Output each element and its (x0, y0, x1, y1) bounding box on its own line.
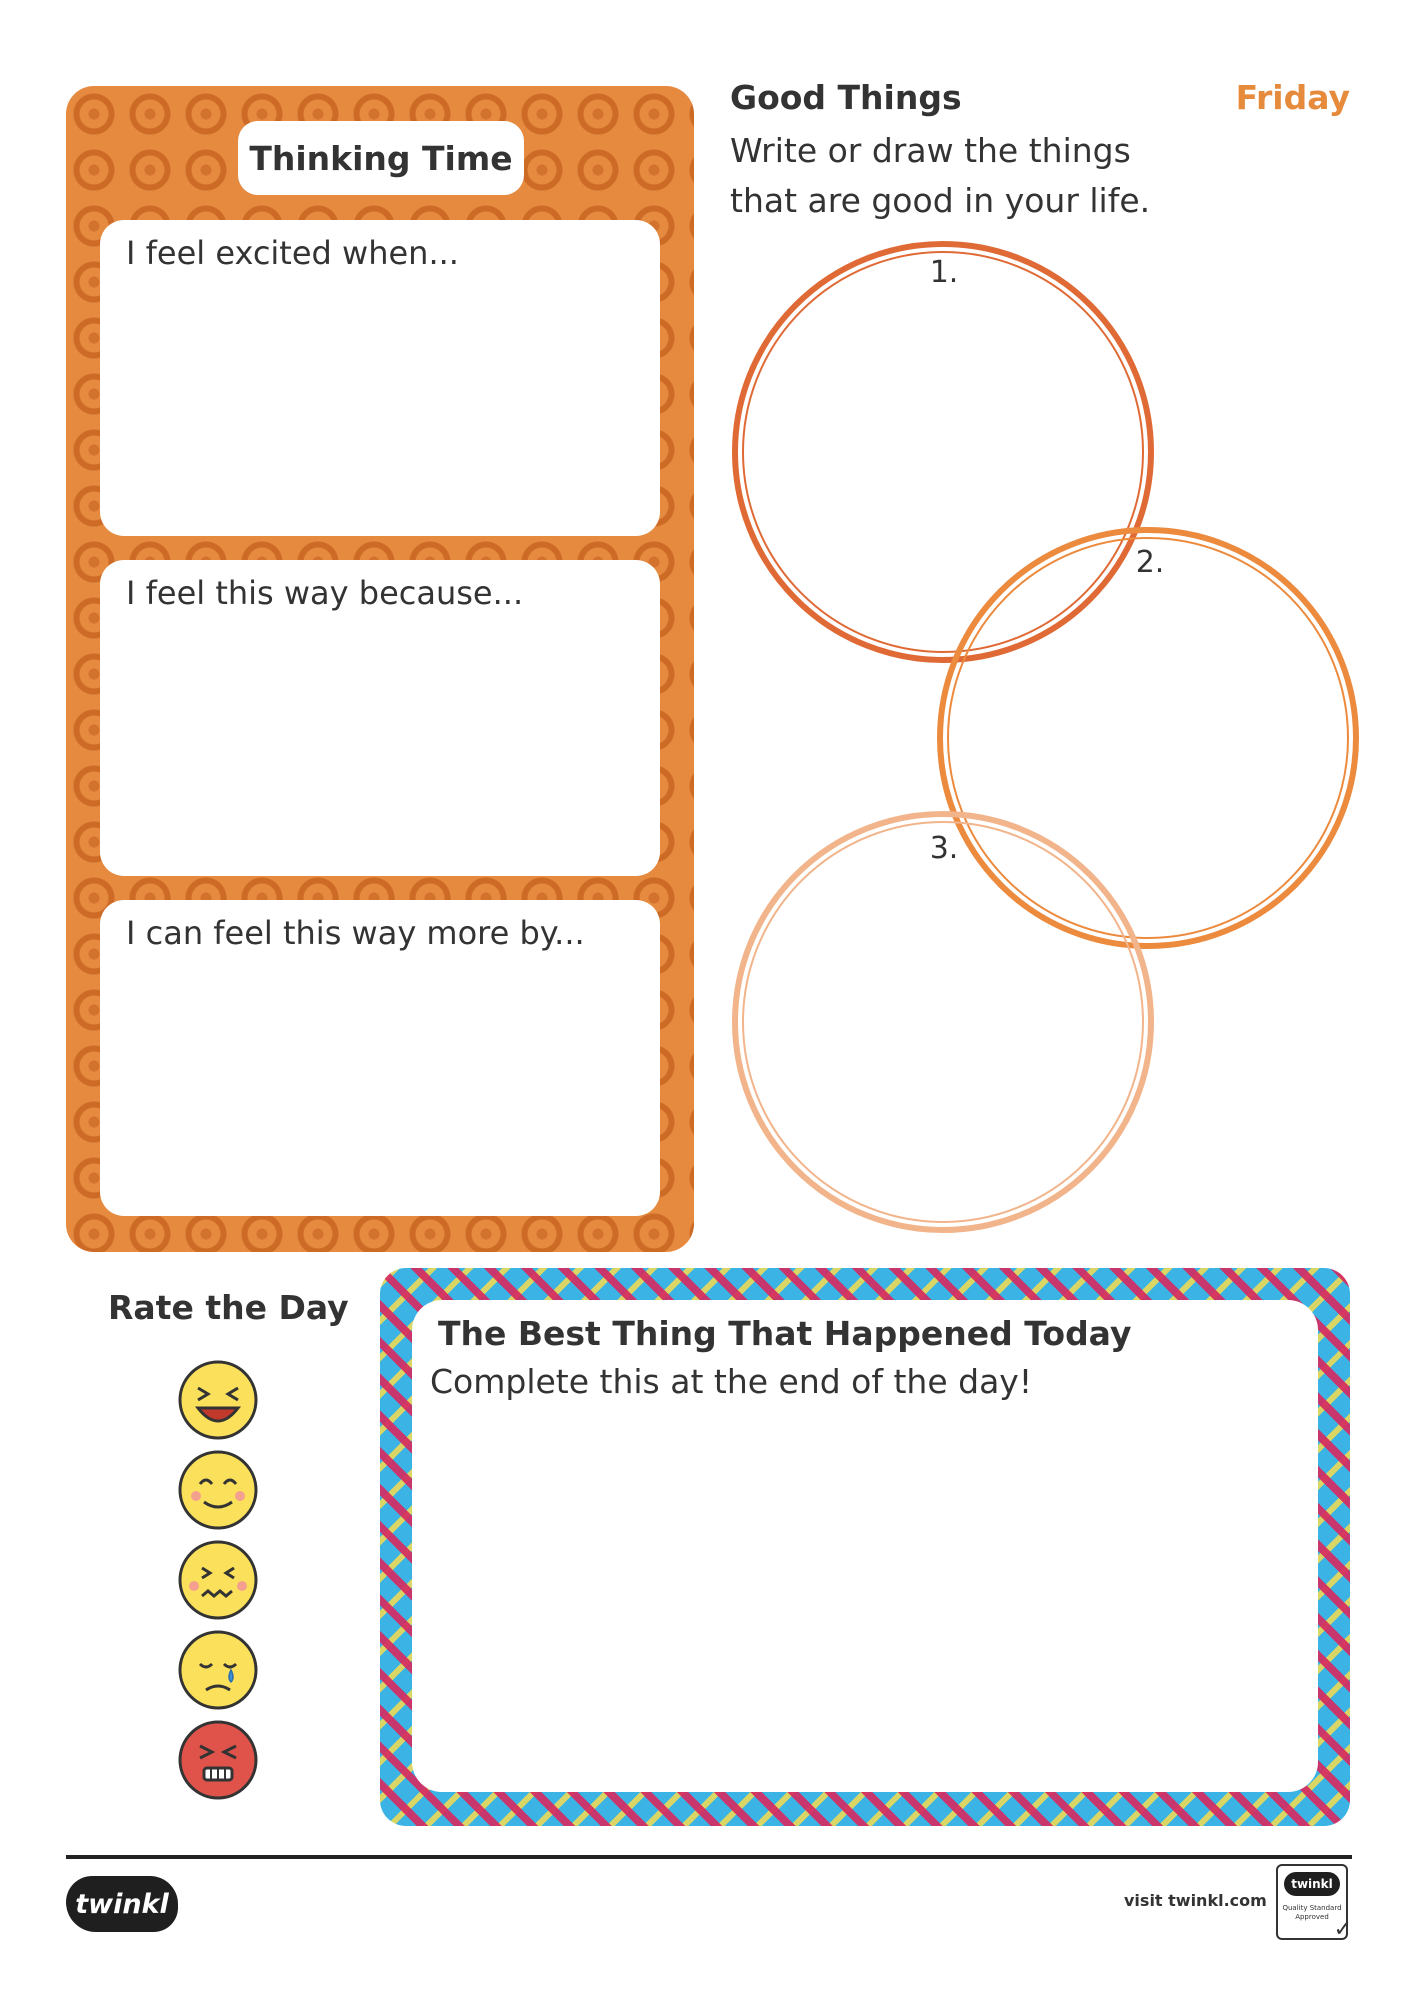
badge-logo: twinkl (1284, 1872, 1340, 1896)
instruction-line-1: Write or draw the things (730, 131, 1131, 170)
day-label: Friday (1235, 78, 1350, 117)
quality-badge (1276, 1864, 1352, 1942)
badge-text: Quality Standard Approved (1282, 1904, 1342, 1921)
excited-when-label: I feel excited when... (126, 234, 459, 272)
best-thing-title: The Best Thing That Happened Today (438, 1314, 1132, 1353)
circle-number-3: 3. (929, 831, 959, 866)
smiling-face-icon[interactable] (176, 1448, 260, 1532)
good-things-title: Good Things (730, 78, 962, 117)
good-things-circles (720, 236, 1360, 1246)
feel-because-label: I feel this way because... (126, 574, 524, 612)
circle-number-2: 2. (1135, 545, 1165, 580)
feel-because-box[interactable] (100, 560, 660, 876)
good-thing-circle-3[interactable] (735, 814, 1151, 1230)
footer-divider (66, 1855, 1352, 1859)
good-thing-circle-2[interactable] (940, 530, 1356, 946)
visit-url-link[interactable]: visit twinkl.com (1124, 1891, 1267, 1910)
feel-more-by-box[interactable] (100, 900, 660, 1216)
twinkl-logo[interactable]: twinkl (66, 1876, 178, 1932)
excited-when-box[interactable] (100, 220, 660, 536)
good-things-instruction (730, 126, 1250, 226)
laughing-face-icon[interactable] (176, 1358, 260, 1442)
rate-the-day-title: Rate the Day (108, 1288, 349, 1327)
circle-number-1: 1. (929, 255, 959, 290)
check-mark-icon: ✓ (1333, 1917, 1352, 1942)
worried-face-icon[interactable] (176, 1538, 260, 1622)
thinking-time-title: Thinking Time (238, 121, 524, 195)
instruction-line-2: that are good in your life. (730, 181, 1151, 220)
angry-face-icon[interactable] (176, 1718, 260, 1802)
feel-more-by-label: I can feel this way more by... (126, 914, 585, 952)
crying-face-icon[interactable] (176, 1628, 260, 1712)
best-thing-subtitle: Complete this at the end of the day! (430, 1362, 1033, 1401)
